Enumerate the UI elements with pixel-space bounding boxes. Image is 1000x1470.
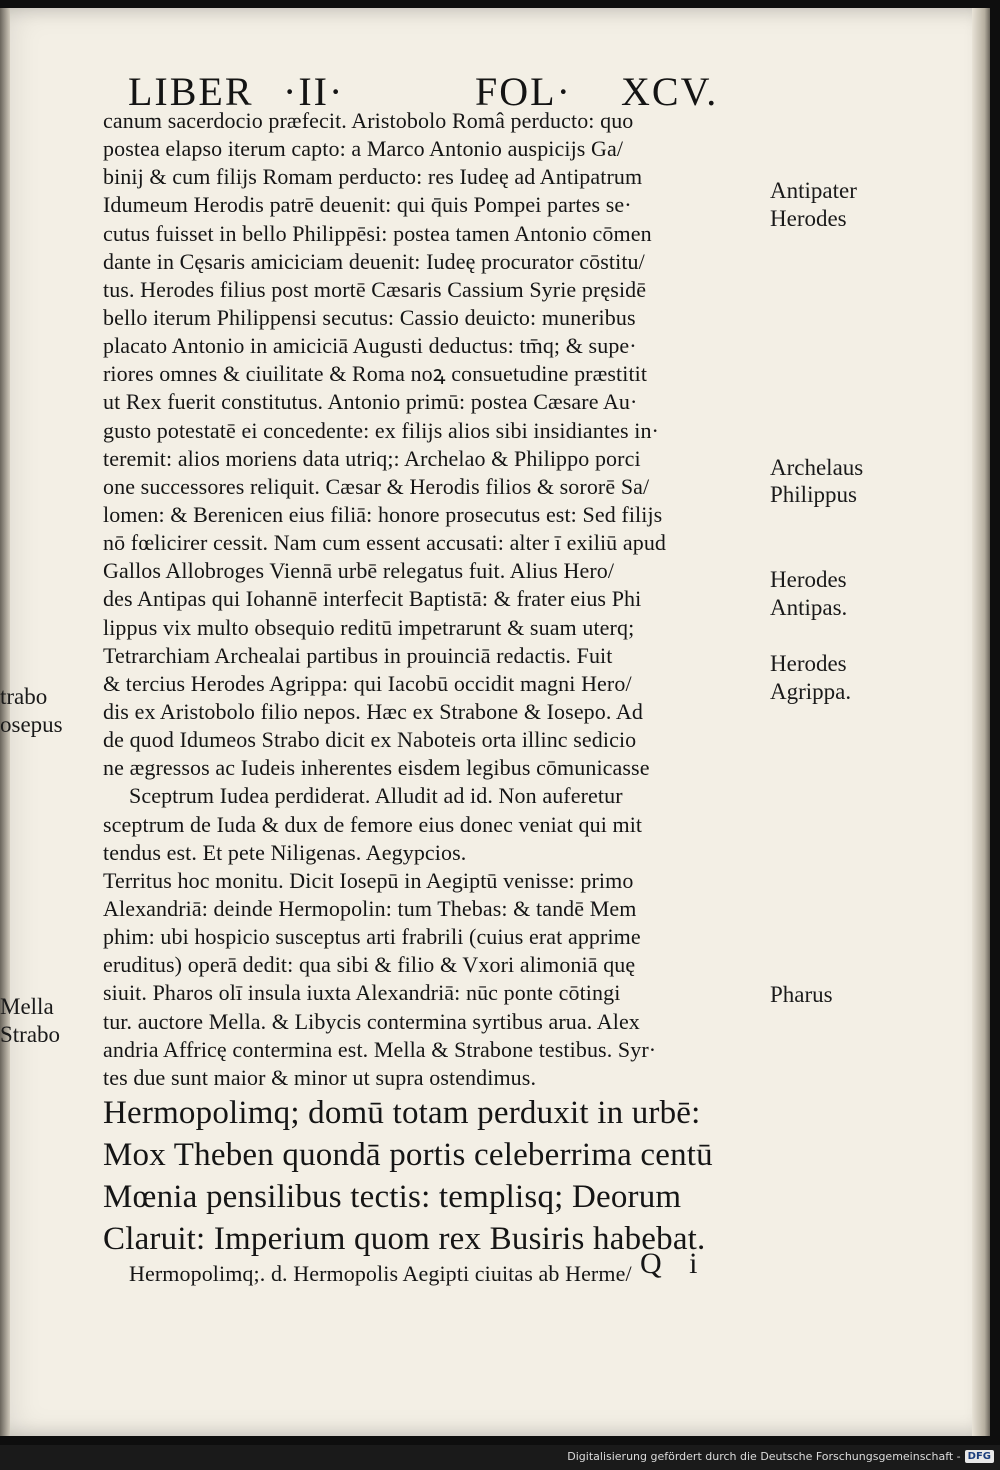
commentary-line: eruditus) operā dedit: qua sibi & filio & Vxori alimoniā quę: [103, 952, 636, 978]
text-line: lomen: & Berenicen eius filiā: honore prosecutus est: Sed filijs: [103, 501, 663, 527]
text-line: tus. Herodes filius post mortē Cæsaris Cassium Syrie pręsidē: [103, 276, 647, 302]
text-line: Idumeum Herodis patrē deuenit: qui q̄uis Pompei partes se·: [103, 192, 632, 218]
margin-note-mella: Mella: [0, 994, 54, 1019]
header-liber: LIBER: [128, 69, 254, 114]
commentary-line: Territus hoc monitu. Dicit Iosepū in Aegiptū venisse: primo: [103, 867, 634, 893]
margin-note-herodes: Herodes: [770, 206, 847, 231]
text-line: Tetrarchiam Archealai partibus in prouinciā redactis. Fuit: [103, 642, 613, 668]
margin-note-antipas: Antipas.: [770, 595, 848, 620]
text-line: dis ex Aristobolo filio nepos. Hæc ex Strabone & Iosepo. Ad: [103, 698, 643, 724]
text-line: & tercius Herodes Agrippa: qui Iacobū occidit magni Hero/: [103, 670, 632, 696]
header-folio-number: XCV.: [621, 69, 719, 114]
page-edge-right: [972, 8, 990, 1436]
margin-note-pharus: Pharus: [770, 982, 833, 1007]
commentary-line: tendus est. Et pete Niligenas. Aegypcios.: [103, 839, 467, 865]
margin-note-philippus: Philippus: [770, 482, 857, 507]
verse-line: Mœnia pensilibus tectis: templisq; Deorum: [103, 1178, 682, 1215]
footer-credit: Digitalisierung gefördert durch die Deutsche Forschungsgemeinschaft -: [567, 1449, 961, 1463]
verse-line: Hermopolimq; domū totam perduxit in urbē:: [103, 1094, 701, 1131]
text-line: binij & cum filijs Romam perducto: res Iudeę ad Antipatrum: [103, 164, 643, 190]
commentary-line: Alexandriā: deinde Hermopolin: tum Thebas: & tandē Mem: [103, 895, 637, 921]
main-text-block: [103, 107, 769, 1288]
margin-note-herodes-antipas: Herodes: [770, 567, 847, 592]
text-line: dante in Cęsaris amiciciam deuenit: Iudeę procurator cōstitu/: [103, 248, 645, 274]
signature-mark: Q i: [640, 1247, 708, 1280]
text-line: lippus vix multo obsequio reditū impetrarunt & suam uterq;: [103, 614, 635, 640]
header-fol: FOL·: [475, 69, 572, 114]
text-line: ne ægressos ac Iudeis inherentes eisdem legibus cōmunicasse: [103, 755, 650, 781]
margin-note-antipater: Antipater: [770, 178, 857, 203]
commentary-line: siuit. Pharos olī insula iuxta Alexandriā: nūc ponte cōtingi: [103, 980, 621, 1006]
text-line: de quod Idumeos Strabo dicit ex Naboteis orta illinc sedicio: [103, 727, 637, 753]
text-line: gusto potestatē ei concedente: ex filijs alios sibi insidiantes in·: [103, 417, 659, 443]
text-line: teremit: alios moriens data utriq;: Archelao & Philippo porci: [103, 445, 641, 471]
text-line: placato Antonio in amiciciā Augusti deductus: tm̄q; & supe·: [103, 333, 637, 359]
margin-note-strabo-2: Strabo: [0, 1022, 61, 1047]
margin-note-strabo: trabo: [0, 684, 48, 709]
verse-line: Claruit: Imperium quom rex Busiris habebat.: [103, 1220, 706, 1257]
commentary-line: sceptrum de Iuda & dux de femore eius donec veniat qui mit: [103, 811, 643, 837]
text-line: riores omnes & ciuilitate & Roma noꝝ consuetudine præstitit: [103, 361, 648, 387]
commentary-line: tes due sunt maior & minor ut supra ostendimus.: [103, 1064, 537, 1090]
header-book-number: ·II·: [283, 69, 345, 114]
text-line: nō fœlicirer cessit. Nam cum essent accusati: alter ī exiliū apud: [103, 530, 667, 556]
margin-note-herodes-agrippa: Herodes: [770, 651, 847, 676]
text-line: bello iterum Philippensi secutus: Cassio deuicto: muneribus: [103, 304, 636, 330]
digitization-footer: [567, 1446, 994, 1466]
commentary-line: andria Affricę contermina est. Mella & Strabone testibus. Syr·: [103, 1036, 657, 1062]
margin-note-iosepus: osepus: [0, 712, 63, 737]
text-line: postea elapso iterum capto: a Marco Antonio auspicijs Ga/: [103, 136, 624, 162]
text-line: canum sacerdocio præfecit. Aristobolo Româ perducto: quo: [103, 108, 634, 133]
commentary-line: Sceptrum Iudea perdiderat. Alludit ad id. Non auferetur: [129, 783, 623, 809]
margin-note-agrippa: Agrippa.: [770, 679, 852, 704]
text-line: one successores reliquit. Cæsar & Herodis filios & sororē Sa/: [103, 473, 650, 499]
text-line: ut Rex fuerit constitutus. Antonio primū: postea Cæsare Au·: [103, 389, 638, 415]
text-line: des Antipas qui Iohannē interfecit Baptistā: & frater eius Phi: [103, 586, 642, 612]
commentary-line: phim: ubi hospicio susceptus arti frabrili (cuius erat apprime: [103, 924, 641, 950]
margin-note-archelaus: Archelaus: [770, 455, 864, 480]
commentary-final-line: Hermopolimq;. d. Hermopolis Aegipti ciuitas ab Herme/: [129, 1260, 632, 1286]
verse-line: Mox Theben quondā portis celeberrima centū: [103, 1136, 713, 1173]
text-line: cutus fuisset in bello Philippēsi: postea tamen Antonio cōmen: [103, 220, 652, 246]
text-line: Gallos Allobroges Viennā urbē relegatus fuit. Alius Hero/: [103, 558, 615, 584]
dfg-logo-icon: DFG: [965, 1450, 994, 1463]
commentary-line: tur. auctore Mella. & Libycis contermina syrtibus arua. Alex: [103, 1008, 640, 1034]
